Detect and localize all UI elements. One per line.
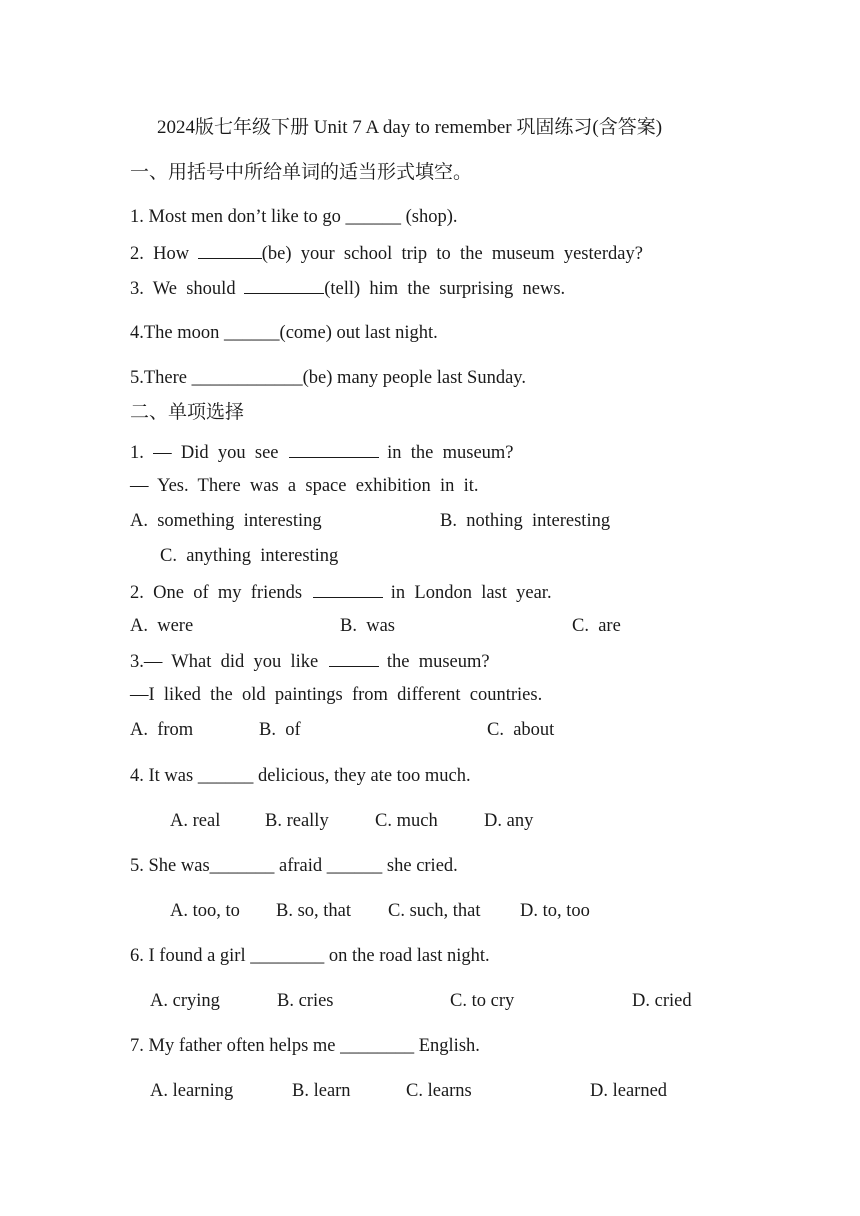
- fill-question-3: 3. We should (tell) him the surprising news.: [130, 275, 565, 301]
- option-c: C. are: [572, 616, 621, 636]
- option-a: A. learning: [150, 1081, 234, 1101]
- option-a: A. crying: [150, 991, 220, 1011]
- option-b: B. so, that: [276, 901, 352, 921]
- choice-question-7: 7. My father often helps me ________ English.: [130, 1036, 480, 1056]
- option-c: C. to cry: [450, 991, 515, 1011]
- option-b: B. of: [259, 720, 301, 740]
- answer-blank: [244, 275, 324, 294]
- option-b: B. was: [340, 616, 395, 636]
- option-c: C. much: [375, 811, 438, 831]
- fill-question-5: 5.There ____________(be) many people last Sunday.: [130, 368, 526, 388]
- option-b: B. cries: [277, 991, 334, 1011]
- option-b: B. really: [265, 811, 329, 831]
- option-d: D. to, too: [520, 901, 590, 921]
- option-d: D. cried: [632, 991, 692, 1011]
- question-3-reply: —I liked the old paintings from different countries.: [130, 685, 543, 705]
- document-title: 2024版七年级下册 Unit 7 A day to remember 巩固练习(含答案): [157, 117, 663, 138]
- fill-question-1: 1. Most men don’t like to go ______ (shop).: [130, 207, 458, 227]
- choice-question-4: 4. It was ______ delicious, they ate too much.: [130, 766, 471, 786]
- option-c: C. anything interesting: [160, 546, 339, 566]
- option-c: C. about: [487, 720, 555, 740]
- choice-question-6: 6. I found a girl ________ on the road last night.: [130, 946, 490, 966]
- option-b: B. nothing interesting: [440, 511, 611, 531]
- option-a: A. were: [130, 616, 194, 636]
- option-c: C. such, that: [388, 901, 481, 921]
- choice-question-2: 2. One of my friends in London last year.: [130, 579, 552, 605]
- section-2-heading: 二、单项选择: [130, 401, 245, 423]
- option-b: B. learn: [292, 1081, 351, 1101]
- option-a: A. too, to: [170, 901, 240, 921]
- fill-question-2: 2. How (be) your school trip to the museum yesterday?: [130, 240, 643, 266]
- choice-question-1: 1. — Did you see in the museum?: [130, 439, 514, 465]
- choice-question-5: 5. She was_______ afraid ______ she cried.: [130, 856, 458, 876]
- answer-blank: [329, 648, 379, 667]
- option-a: A. from: [130, 720, 194, 740]
- answer-blank: [313, 579, 383, 598]
- option-d: D. any: [484, 811, 534, 831]
- option-a: A. something interesting: [130, 511, 322, 531]
- choice-question-3: 3.— What did you like the museum?: [130, 648, 490, 674]
- option-c: C. learns: [406, 1081, 472, 1101]
- answer-blank: [289, 439, 379, 458]
- answer-blank: [198, 240, 262, 259]
- option-a: A. real: [170, 811, 221, 831]
- question-1-reply: — Yes. There was a space exhibition in it.: [130, 476, 479, 496]
- fill-question-4: 4.The moon ______(come) out last night.: [130, 323, 438, 343]
- option-d: D. learned: [590, 1081, 668, 1101]
- section-1-heading: 一、用括号中所给单词的适当形式填空。: [130, 161, 473, 183]
